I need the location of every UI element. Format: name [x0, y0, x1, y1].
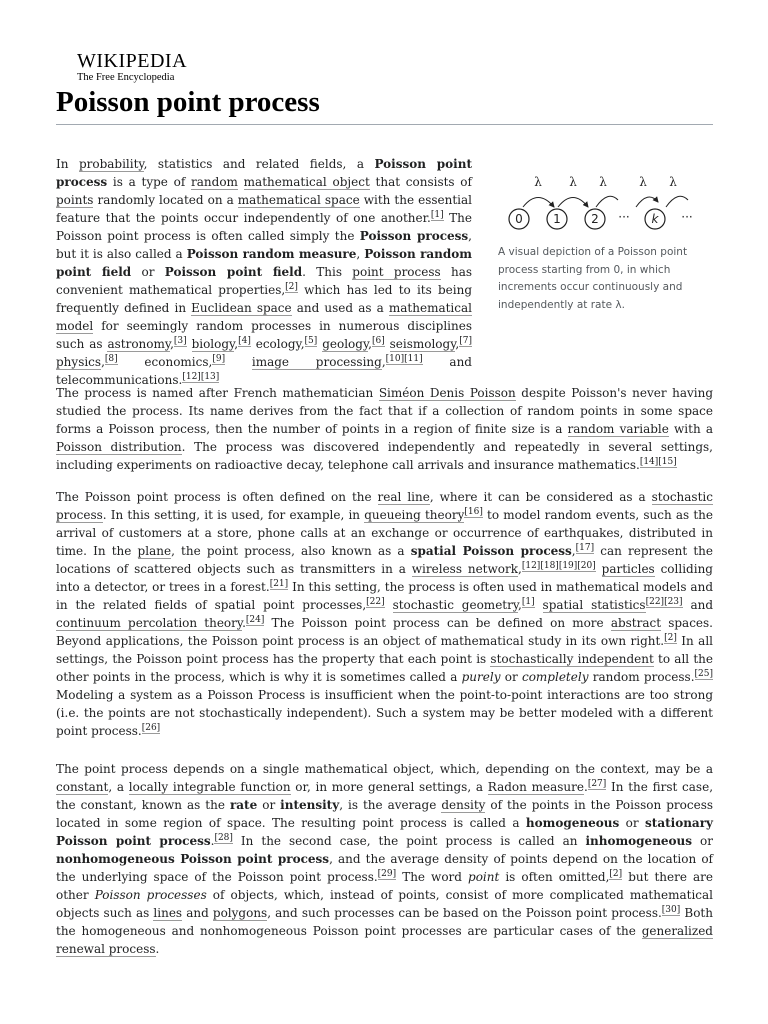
- citation-link[interactable]: [25]: [694, 669, 713, 679]
- intro-paragraph: In probability, statistics and related fields, a Poisson point process is a type of random mathematical object that consists of points randomly located on a mathematical space with the essential feature that the points occur independently of one another.[1] The Poisson point process is often called simply the Poisson process, but it is also called a Poisson random measure, Poisson random point field or Poisson point field. This point process has convenient mathematical properties,[2] which has led to its being frequently defined in Euclidean space and used as a mathematical model for seemingly random processes in numerous disciplines such as astronomy,[3] biology,[4] ecology,[5] geology,[6] seismology,[7] physics,[8] economics,[9] image processing,[10][11] and telecommunications.[12][13]: [56, 157, 473, 387]
- citation-link[interactable]: [19]: [558, 561, 578, 571]
- link-mathematical-model[interactable]: mathematical model: [56, 301, 472, 333]
- transition-arrow: [596, 196, 618, 207]
- link-particles[interactable]: particles: [601, 562, 655, 576]
- link-random-variable[interactable]: random variable: [567, 422, 669, 436]
- citation-link[interactable]: [2]: [664, 633, 677, 643]
- citation-link[interactable]: [12]: [182, 372, 201, 382]
- rate-label: λ: [599, 175, 607, 189]
- state-label: 2: [591, 212, 599, 226]
- citation-link[interactable]: [3]: [173, 336, 187, 346]
- link-real-line[interactable]: real line: [377, 490, 430, 504]
- citation-link[interactable]: [7]: [459, 336, 472, 346]
- poisson-process-diagram: [498, 172, 708, 242]
- poisson-process-figure: [498, 172, 718, 314]
- link-generalized-renewal-process[interactable]: generalized renewal process: [56, 924, 713, 956]
- link-polygons[interactable]: polygons: [212, 906, 268, 920]
- citation-link[interactable]: [9]: [212, 354, 226, 364]
- citation-link[interactable]: [1]: [430, 210, 444, 220]
- link-probability[interactable]: probability: [78, 157, 144, 171]
- link-physics[interactable]: physics: [56, 355, 102, 369]
- figure-caption: A visual depiction of a Poisson point process starting from 0, in which increments occur continuously and independently at rate λ.: [498, 246, 688, 311]
- link-random[interactable]: random: [191, 175, 238, 189]
- rate-label: λ: [639, 175, 647, 189]
- citation-link[interactable]: [24]: [245, 615, 265, 625]
- citation-link[interactable]: [12]: [521, 561, 541, 571]
- link-geology[interactable]: geology: [322, 337, 369, 351]
- link-points[interactable]: points: [56, 193, 94, 207]
- link-euclidean-space[interactable]: Euclidean space: [191, 301, 292, 315]
- citation-link[interactable]: [22]: [645, 597, 665, 607]
- citation-link[interactable]: [30]: [661, 905, 681, 915]
- citation-link[interactable]: [5]: [304, 336, 318, 346]
- citation-link[interactable]: [4]: [238, 336, 251, 346]
- page-title: Poisson point process: [56, 86, 320, 118]
- link-biology[interactable]: biology: [191, 337, 235, 351]
- link-plane[interactable]: plane: [137, 544, 172, 558]
- state-label: 0: [515, 212, 523, 226]
- citation-link[interactable]: [17]: [575, 543, 595, 553]
- ellipsis-label: ···: [681, 210, 693, 224]
- citation-link[interactable]: [11]: [404, 354, 423, 364]
- link-abstract[interactable]: abstract: [610, 616, 662, 630]
- transition-arrow: [666, 196, 688, 207]
- link-mathematical-space[interactable]: mathematical space: [237, 193, 360, 207]
- link-stochastic-geometry[interactable]: stochastic geometry: [392, 598, 519, 612]
- rate-label: λ: [669, 175, 677, 189]
- link-density[interactable]: density: [441, 798, 486, 812]
- citation-link[interactable]: [15]: [658, 457, 677, 467]
- title-divider: [56, 124, 713, 125]
- citation-link[interactable]: [29]: [377, 869, 397, 879]
- link-stochastic-process[interactable]: stochastic process: [56, 490, 713, 522]
- citation-link[interactable]: [22]: [366, 597, 385, 607]
- link-wireless-network[interactable]: wireless network: [411, 562, 519, 576]
- citation-link[interactable]: [2]: [609, 869, 623, 879]
- wikipedia-logo[interactable]: [77, 50, 187, 84]
- link-stochastically-independent[interactable]: stochastically independent: [490, 652, 654, 666]
- citation-link[interactable]: [2]: [285, 282, 298, 292]
- citation-link[interactable]: [20]: [577, 561, 596, 571]
- state-label: k: [651, 212, 659, 226]
- link-lines[interactable]: lines: [153, 906, 183, 920]
- link-mathematical-object[interactable]: mathematical object: [243, 175, 370, 189]
- citation-link[interactable]: [6]: [371, 336, 385, 346]
- link-queueing-theory[interactable]: queueing theory: [364, 508, 465, 522]
- link-continuum-percolation-theory[interactable]: continuum percolation theory: [56, 616, 243, 630]
- citation-link[interactable]: [26]: [141, 723, 161, 733]
- transition-arrow: [636, 197, 658, 207]
- state-label: 1: [553, 212, 561, 226]
- link-spatial-statistics[interactable]: spatial statistics: [542, 598, 646, 612]
- history-paragraph: The process is named after French mathematician Siméon Denis Poisson despite Poisson's never having studied the process. Its name derives from the fact that if a collection of random points in some space forms a Poisson process, then the number of points in a region of finite size is a random variable with a Poisson distribution. The process was discovered independently and repeatedly in several settings, including experiments on radioactive decay, telephone call arrivals and insurance mathematics.[14][15]: [56, 386, 713, 472]
- transition-arrow: [558, 198, 588, 208]
- citation-link[interactable]: [27]: [587, 779, 607, 789]
- link-locally-integrable-function[interactable]: locally integrable function: [128, 780, 291, 794]
- link-poisson-distribution[interactable]: Poisson distribution: [56, 440, 182, 454]
- citation-link[interactable]: [28]: [214, 833, 233, 843]
- link-image-processing[interactable]: image processing: [251, 355, 382, 369]
- citation-link[interactable]: [16]: [464, 507, 483, 517]
- definition-paragraph: The point process depends on a single mathematical object, which, depending on the context, may be a constant, a locally integrable function or, in more general settings, a Radon measure.[27] In the first case, the constant, known as the rate or intensity, is the average density of the points in the Poisson process located in some region of space. The resulting point process is called a homogeneous or stationary Poisson point process.[28] In the second case, the point process is called an inhomogeneous or nonhomogeneous Poisson point process, and the average density of points depend on the location of the underlying space of the Poisson point process.[29] The word point is often omitted,[2] but there are other Poisson processes of objects, which, instead of points, consist of more complicated mathematical objects such as lines and polygons, and such processes can be based on the Poisson point process.[30] Both the homogeneous and nonhomogeneous Poisson point processes are particular cases of the generalized renewal process.: [56, 762, 714, 956]
- citation-link[interactable]: [1]: [521, 597, 535, 607]
- transition-arrow: [523, 198, 554, 208]
- citation-link[interactable]: [21]: [269, 579, 289, 589]
- link-constant[interactable]: constant: [56, 780, 109, 794]
- citation-link[interactable]: [13]: [200, 372, 220, 382]
- citation-link[interactable]: [10]: [385, 354, 405, 364]
- link-radon-measure[interactable]: Radon measure: [487, 780, 584, 794]
- ellipsis-label: ···: [618, 210, 630, 224]
- link-seismology[interactable]: seismology: [389, 337, 456, 351]
- wikipedia-wordmark: WIKIPEDIA: [77, 50, 188, 72]
- citation-link[interactable]: [14]: [639, 457, 659, 467]
- citation-link[interactable]: [23]: [664, 597, 683, 607]
- link-simeon-denis-poisson[interactable]: Siméon Denis Poisson: [378, 386, 516, 400]
- rate-label: λ: [569, 175, 577, 189]
- citation-link[interactable]: [18]: [540, 561, 559, 571]
- citation-link[interactable]: [8]: [104, 354, 118, 364]
- wikipedia-tagline: The Free Encyclopedia: [77, 72, 175, 83]
- rate-label: λ: [534, 175, 542, 189]
- link-point-process[interactable]: point process: [352, 265, 441, 279]
- link-astronomy[interactable]: astronomy: [107, 337, 171, 351]
- applications-paragraph: The Poisson point process is often defined on the real line, where it can be considered as a stochastic process. In this setting, it is used, for example, in queueing theory[16] to model random events, such as the arrival of customers at a store, phone calls at an exchange or occurrence of earthquakes, distributed in time. In the plane, the point process, also known as a spatial Poisson process,[17] can represent the locations of scattered objects such as transmitters in a wireless network,[12][18][19][20] particles colliding into a detector, or trees in a forest.[21] In this setting, the process is often used in mathematical models and in the related fields of spatial point processes,[22] stochastic geometry,[1] spatial statistics[22][23] and continuum percolation theory.[24] The Poisson point process can be defined on more abstract spaces. Beyond applications, the Poisson point process is an object of mathematical study in its own right.[2] In all settings, the Poisson point process has the property that each point is stochastically independent to all the other points in the process, which is why it is sometimes called a purely or completely random process.[25] Modeling a system as a Poisson Process is insufficient when the point-to-point interactions are too strong (i.e. the points are not stochastically independent). Such a system may be better modeled with a different point process.[26]: [56, 490, 714, 738]
